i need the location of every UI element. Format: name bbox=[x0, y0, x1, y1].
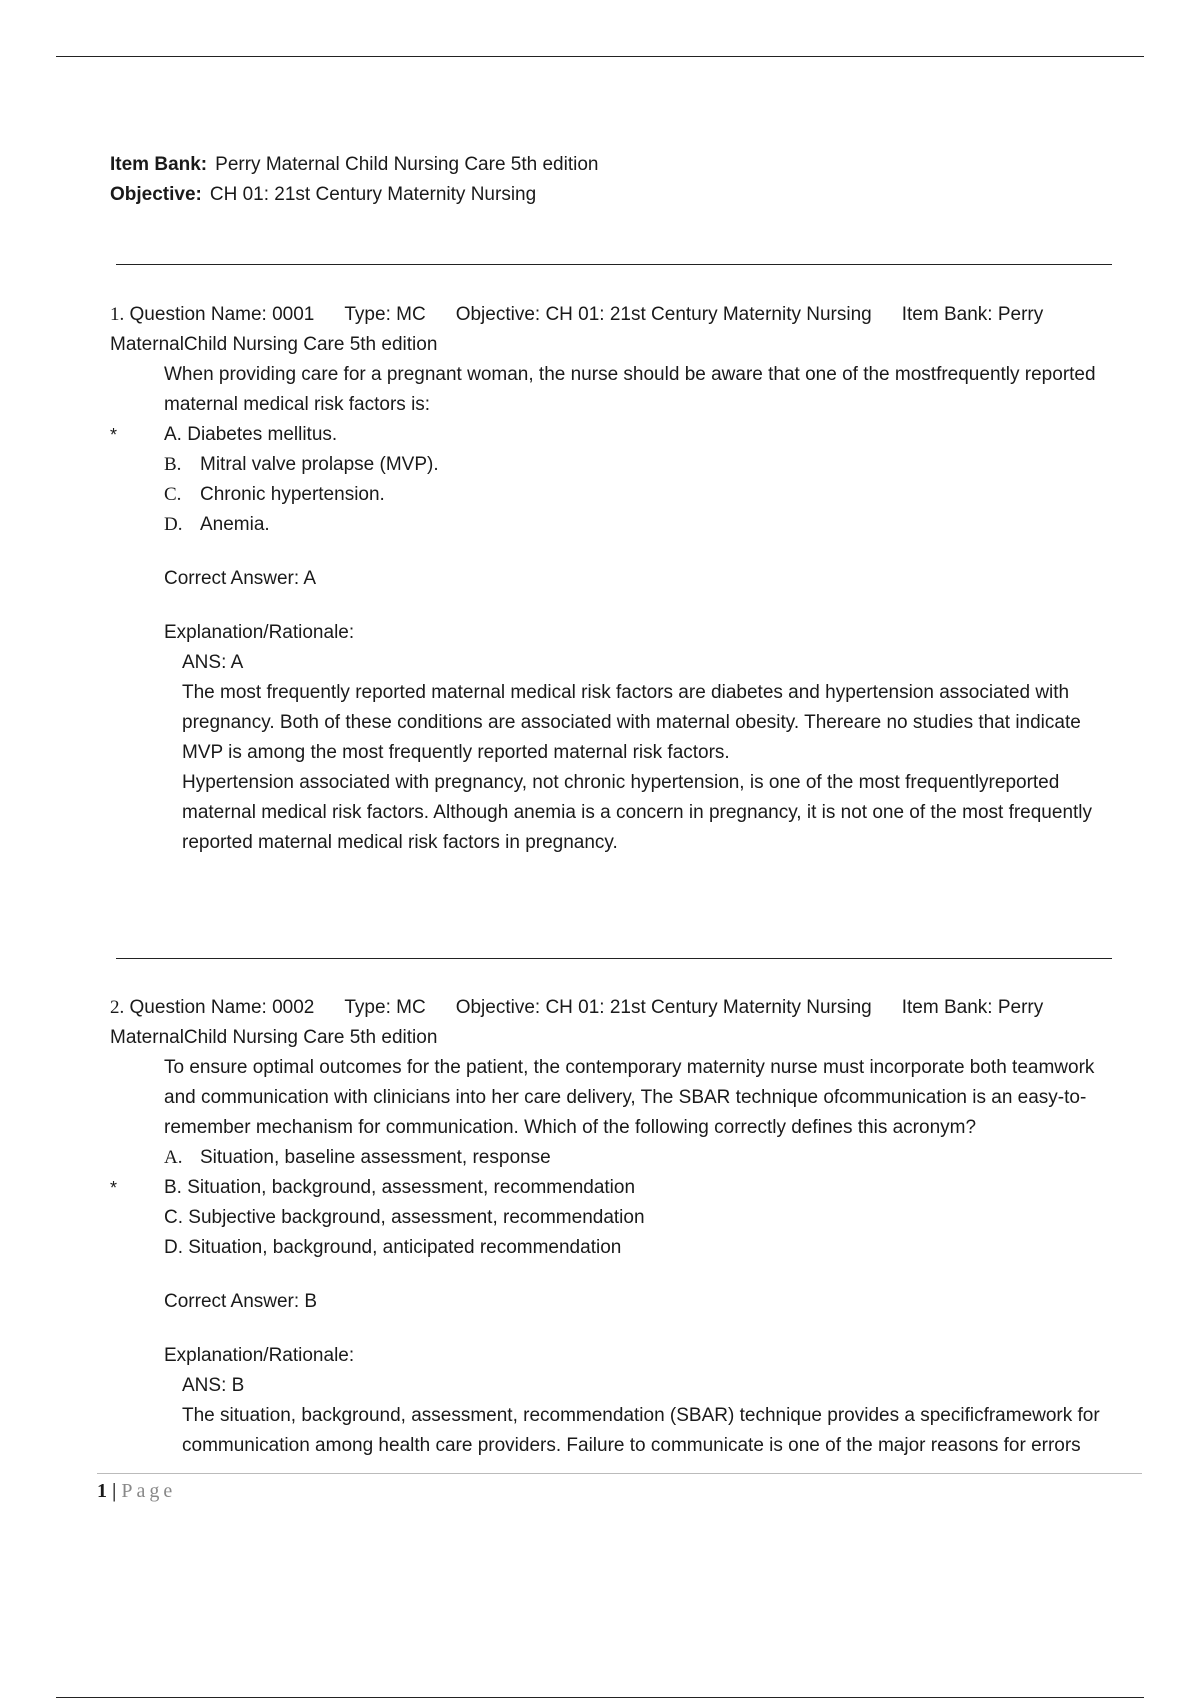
explanation-label: Explanation/Rationale: bbox=[164, 1345, 355, 1366]
option-letter: A. bbox=[164, 1147, 183, 1168]
correct-answer: Correct Answer: A bbox=[164, 568, 317, 589]
question-item-bank-cont: MaternalChild Nursing Care 5th edition bbox=[110, 1027, 438, 1048]
question-number: 1. bbox=[110, 304, 125, 325]
answer-option bbox=[110, 450, 1120, 480]
explanation-label: Explanation/Rationale: bbox=[164, 622, 355, 643]
item-bank-label: Item Bank: bbox=[110, 154, 208, 175]
question-objective: Objective: CH 01: 21st Century Maternity Nursing bbox=[455, 304, 872, 325]
question-objective: Objective: CH 01: 21st Century Maternity Nursing bbox=[455, 997, 872, 1018]
answer-option bbox=[110, 1203, 1120, 1233]
question-type: Type: MC bbox=[344, 304, 426, 325]
question-meta bbox=[110, 993, 1120, 1023]
footer-separator: | bbox=[112, 1480, 117, 1502]
question-item-bank: Item Bank: Perry bbox=[901, 304, 1044, 325]
option-letter: C. bbox=[164, 1207, 183, 1228]
question-item-bank-cont: MaternalChild Nursing Care 5th edition bbox=[110, 334, 438, 355]
objective-label: Objective: bbox=[110, 184, 202, 205]
option-text: Anemia. bbox=[200, 514, 270, 535]
answer-key: ANS: A bbox=[182, 652, 244, 673]
answer-option bbox=[110, 510, 1120, 540]
question-stem: To ensure optimal outcomes for the patient, the contemporary maternity nurse must incorporate both teamwork and communication with clinicians into her care delivery, The SBAR technique ofcommunication is an easy-to-remember mechanism for communication. Which of the following correctly defines this acronym? bbox=[164, 1057, 1095, 1138]
option-text: Situation, background, anticipated recommendation bbox=[188, 1237, 622, 1258]
rationale-paragraph: The situation, background, assessment, recommendation (SBAR) technique provides a specificframework for communication among health care providers. Failure to communicate is one of the major reasons for errors bbox=[182, 1405, 1100, 1456]
bottom-rule bbox=[56, 1697, 1144, 1698]
option-letter: B. bbox=[164, 1177, 182, 1198]
answer-option bbox=[110, 1173, 1120, 1203]
correct-answer: Correct Answer: B bbox=[164, 1291, 318, 1312]
question-number: 2. bbox=[110, 997, 125, 1018]
rationale-paragraph: Hypertension associated with pregnancy, not chronic hypertension, is one of the most frequentlyreported maternal medical risk factors. Although anemia is a concern in pregnancy, it is not one of the most frequently reported maternal medical risk factors in pregnancy. bbox=[182, 772, 1093, 853]
top-rule bbox=[56, 56, 1144, 57]
option-text: Situation, baseline assessment, response bbox=[200, 1147, 551, 1168]
option-text: Chronic hypertension. bbox=[200, 484, 385, 505]
objective-value: CH 01: 21st Century Maternity Nursing bbox=[209, 184, 537, 205]
answer-key: ANS: B bbox=[182, 1375, 245, 1396]
answer-option bbox=[110, 1233, 1120, 1263]
option-text: Mitral valve prolapse (MVP). bbox=[200, 454, 439, 475]
answer-option bbox=[110, 1143, 1120, 1173]
question-name: Question Name: 0002 bbox=[129, 997, 315, 1018]
question-item-bank: Item Bank: Perry bbox=[901, 997, 1044, 1018]
correct-marker: * bbox=[110, 425, 118, 445]
page-label: Page bbox=[121, 1480, 177, 1502]
option-text: Subjective background, assessment, recommendation bbox=[188, 1207, 645, 1228]
item-bank-value: Perry Maternal Child Nursing Care 5th edition bbox=[215, 154, 599, 175]
correct-marker: * bbox=[110, 1178, 118, 1198]
section-divider bbox=[116, 958, 1112, 959]
objective-row bbox=[110, 180, 598, 210]
page-number: 1 bbox=[97, 1480, 107, 1502]
rationale-paragraph: The most frequently reported maternal medical risk factors are diabetes and hypertension associated with pregnancy. Both of these conditions are associated with maternal obesity. Thereare no studies that indicate MVP is among the most frequently reported maternal risk factors. bbox=[182, 682, 1081, 763]
section-divider bbox=[116, 264, 1112, 265]
option-letter: C. bbox=[164, 484, 182, 505]
question-type: Type: MC bbox=[344, 997, 426, 1018]
option-text: Situation, background, assessment, recommendation bbox=[187, 1177, 636, 1198]
option-text: Diabetes mellitus. bbox=[187, 424, 338, 445]
answer-option bbox=[110, 420, 1120, 450]
item-bank-row bbox=[110, 150, 598, 180]
answer-option bbox=[110, 480, 1120, 510]
question-stem: When providing care for a pregnant woman, the nurse should be aware that one of the mostfrequently reported maternal medical risk factors is: bbox=[164, 364, 1096, 415]
footer-divider bbox=[97, 1473, 1142, 1474]
question-block bbox=[110, 300, 1120, 858]
option-letter: D. bbox=[164, 514, 183, 535]
option-letter: D. bbox=[164, 1237, 183, 1258]
document-header bbox=[110, 150, 598, 210]
page-footer bbox=[97, 1476, 176, 1506]
question-block bbox=[110, 993, 1120, 1461]
question-name: Question Name: 0001 bbox=[129, 304, 315, 325]
option-letter: A. bbox=[164, 424, 182, 445]
question-meta bbox=[110, 300, 1120, 330]
option-letter: B. bbox=[164, 454, 182, 475]
